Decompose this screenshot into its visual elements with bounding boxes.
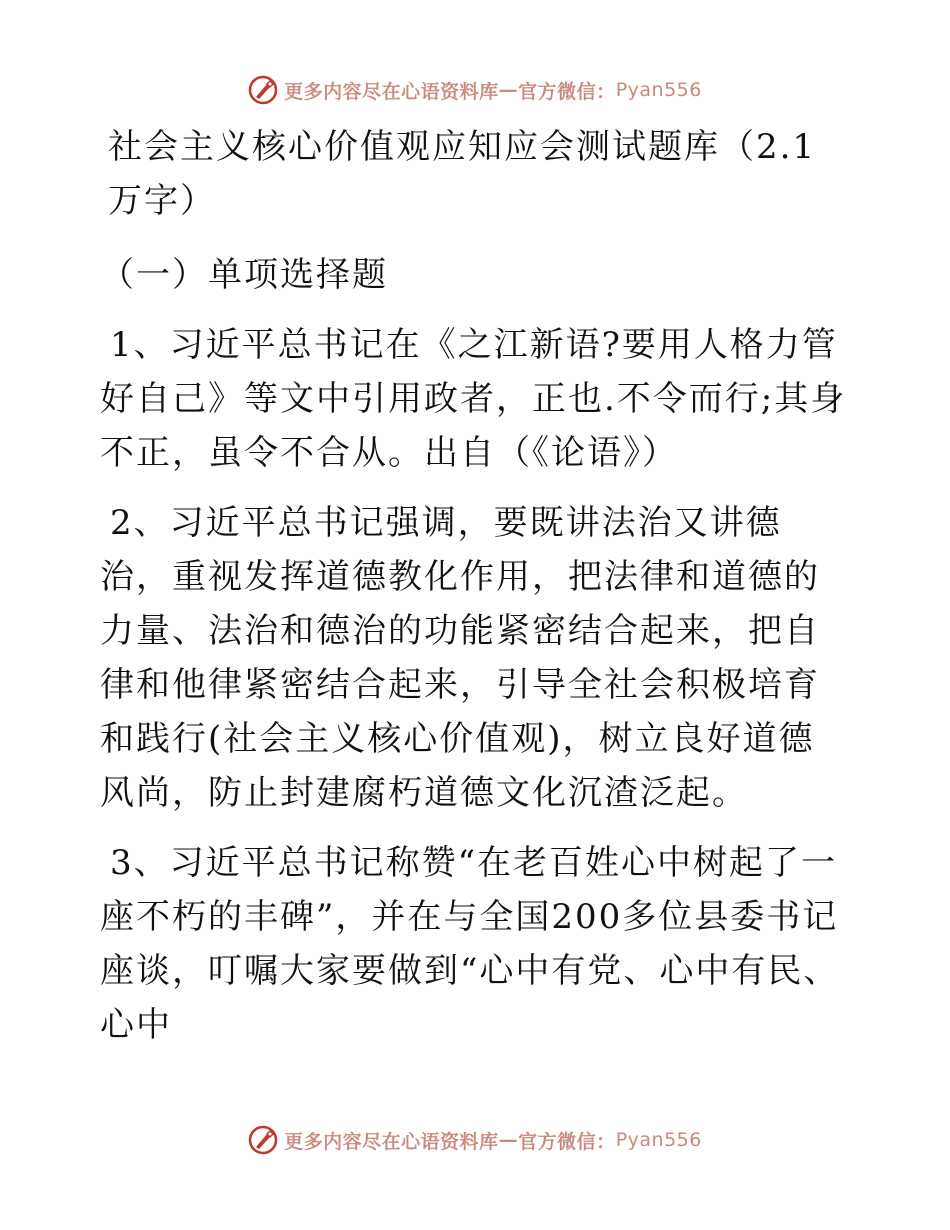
banner-separator: — [498, 79, 519, 101]
banner-main-text: 更多内容尽在心语资料库 [284, 80, 499, 103]
question-3: 3、习近平总书记称赞“在老百姓心中树起了一座不朽的丰碑”，并在与全国200多位县委书记座谈，叮嘱大家要做到“心中有党、心中有民、心中 [100, 843, 840, 1045]
document-body [100, 120, 850, 1052]
banner-contact-label: 官方微信： [518, 1130, 616, 1153]
section-heading: （一）单项选择题 [100, 255, 388, 295]
banner-main-text: 更多内容尽在心语资料库 [284, 1130, 499, 1153]
banner-separator: — [498, 1129, 519, 1151]
banner-contact-label: 官方微信： [518, 80, 616, 103]
question-2: 2、习近平总书记强调，要既讲法治又讲德治，重视发挥道德教化作用，把法律和道德的力量、法治和德治的功能紧密结合起来，把自律和他律紧密结合起来，引导全社会积极培育和践行(社会主义核心价值观)，树立良好道德风尚，防止封建腐朽道德文化沉渣泛起。 [100, 503, 820, 813]
footer-watermark-banner [0, 1120, 950, 1160]
pen-logo-icon [248, 1125, 278, 1155]
document-title: 社会主义核心价值观应知应会测试题库（2.1万字） [108, 127, 817, 221]
question-1: 1、习近平总书记在《之江新语?要用人格力管好自己》等文中引用政者，正也.不令而行;其身不正，虽令不合从。出自（《论语》） [100, 325, 847, 473]
pen-logo-icon [248, 75, 278, 105]
header-watermark-banner [0, 70, 950, 110]
banner-contact-id: Pyan556 [615, 1129, 702, 1151]
banner-contact-id: Pyan556 [615, 79, 702, 101]
